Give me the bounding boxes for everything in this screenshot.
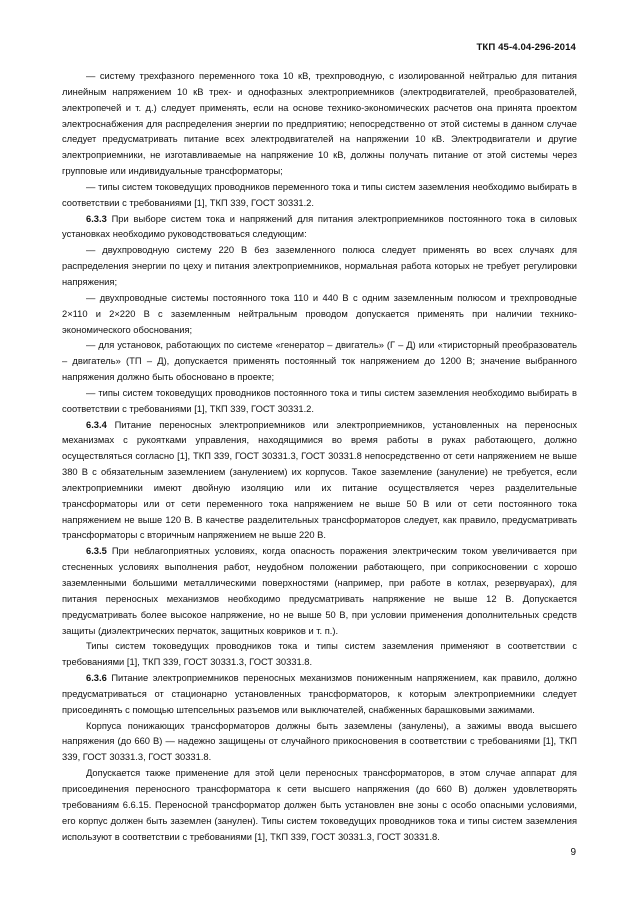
paragraph-text: Типы систем токоведущих проводников тока и типы систем заземления применяют в соответствии с требованиями [1], ТКП 339, ГОСТ 30331.3, ГОСТ 30331.8.: [62, 641, 577, 668]
clause-number: 6.3.6: [86, 673, 107, 684]
paragraph-text: Питание электроприемников переносных механизмов пониженным напряжением, как правило, должно предусматриваться от стационарно установленных трансформаторов, к которым электроприемники следует присоединять с помощью штепсельных разъемов или выключателей, снабженных барашковыми зажимами.: [62, 673, 577, 715]
page-number: 9: [570, 847, 576, 858]
paragraph: [62, 766, 577, 845]
paragraph-text: — для установок, работающих по системе «генератор – двигатель» (Г – Д) или «тиристорный преобразователь – двигатель» (ТП – Д), допускается применять постоянный ток напряжением до 1200 В; значение выбранного напряжения должно быть обосновано в проекте;: [62, 340, 577, 383]
paragraph: [62, 418, 577, 545]
paragraph-text: — типы систем токоведущих проводников постоянного тока и типы систем заземления необходимо выбирать в соответствии с требованиями [1], ТКП 339, ГОСТ 30331.2.: [62, 387, 577, 414]
paragraph-text: — двухпроводную систему 220 В без заземленного полюса следует применять во всех случаях для распределения энергии по цеху и питания электроприемников, нормальная работа которых не требует регулировки напряжения;: [62, 245, 577, 287]
paragraph-text: — двухпроводные системы постоянного тока 110 и 440 В с одним заземленным полюсом и трехпроводные 2×110 и 2×220 В с заземленным нейтральным проводом допускается применять при наличии технико-экономического обоснования;: [62, 292, 577, 335]
paragraph: [62, 338, 577, 386]
paragraph: [62, 180, 577, 212]
clause-number: 6.3.5: [86, 546, 107, 557]
document-body: [62, 69, 577, 845]
document-code-header: ТКП 45-4.04-296-2014: [476, 42, 576, 53]
paragraph-text: Допускается также применение для этой цели переносных трансформаторов, в этом случае аппарат для присоединения переносного трансформатора к сети высшего напряжения (до 660 В) должен удовлетворять требованиям 6.6.15. Переносной трансформатор должен быть установлен вне зоны с особо опасными условиями, его корпус должен быть заземлен (занулен). Типы систем токоведущих проводников тока и типы систем заземления используют в соответствии с требованиями [1], ТКП 339, ГОСТ 30331.3, ГОСТ 30331.8.: [62, 768, 577, 842]
clause-number: 6.3.3: [86, 213, 107, 224]
paragraph-text: Питание переносных электроприемников или электроприемников, установленных на переносных механизмах с рукоятками управления, находящимися во время работы в руках работающего, должно осуществляться согласно [1], ТКП 339, ГОСТ 30331.3, ГОСТ 30331.8 непосредственно от сети напряжением не выше 380 В с обязательным заземлением (занулением) их корпусов. Такое заземление (зануление) не требуется, если электроприемники имеют двойную изоляцию или их питание осуществляется через разделительные трансформаторы или от сети переменного тока напряжением не выше 50 В или от сети постоянного тока напряжением не выше 120 В. В качестве разделительных трансформаторов следует, как правило, предусматривать трансформаторы с вторичным напряжением не выше 220 В.: [62, 419, 577, 541]
paragraph: [62, 243, 577, 291]
paragraph: [62, 212, 577, 244]
paragraph: [62, 671, 577, 719]
paragraph: [62, 69, 577, 180]
paragraph-text: Корпуса понижающих трансформаторов должны быть заземлены (занулены), а зажимы ввода высшего напряжения (до 660 В) — надежно защищены от случайного прикосновения в соответствии с требованиями [1], ТКП 339, ГОСТ 30331.3, ГОСТ 30331.8.: [62, 720, 577, 763]
paragraph-text: — систему трехфазного переменного тока 10 кВ, трехпроводную, с изолированной нейтралью для питания линейным напряжением 10 кВ трех- и однофазных электроприемников (электродвигателей, преобразователей, электропечей и т. д.) следует применять, если на основе технико-экономических расчетов она принята проектом электроснабжения для распределения энергии по предприятию; непосредственно от этой системы в данном случае следует предусматривать питание всех электродвигателей на напряжении 10 кВ. Электродвигатели и другие электроприемники, не изготавливаемые на напряжение 10 кВ, должны получать питание от этой системы через групповые или индивидуальные трансформаторы;: [62, 71, 577, 177]
paragraph: [62, 719, 577, 767]
paragraph-text: При выборе систем тока и напряжений для питания электроприемников постоянного тока в силовых установках необходимо руководствоваться следующим:: [62, 213, 577, 240]
paragraph: [62, 291, 577, 339]
paragraph: [62, 544, 577, 639]
paragraph: [62, 639, 577, 671]
paragraph-text: При неблагоприятных условиях, когда опасность поражения электрическим током увеличивается при стесненных условиях выполнения работ, неудобном положении работающего, при соприкосновении с хорошо заземленными большими металлическими поверхностями (например, при работе в котлах, резервуарах), для питания переносных механизмов необходимо предусматривать напряжение не выше 12 В. Допускается предусматривать более высокое напряжение, но не выше 50 В, при условии применения дополнительных средств защиты (диэлектрических перчаток, защитных ковриков и т. п.).: [62, 546, 577, 636]
clause-number: 6.3.4: [86, 419, 107, 430]
paragraph: [62, 386, 577, 418]
paragraph-text: — типы систем токоведущих проводников переменного тока и типы систем заземления необходимо выбирать в соответствии с требованиями [1], ТКП 339, ГОСТ 30331.2.: [62, 181, 577, 208]
